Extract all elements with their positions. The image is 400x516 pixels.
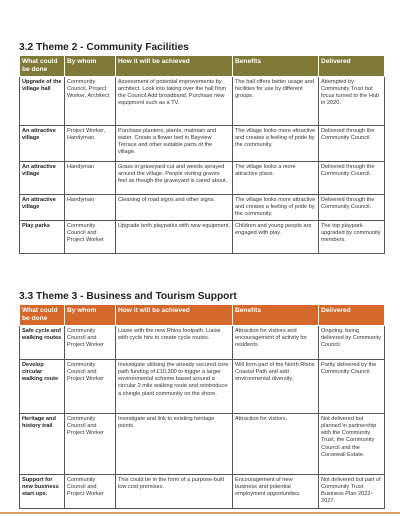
cell-how: Liaise with the new Rhins footpath. Liaise with cycle hire to create cycle routes. <box>116 326 233 360</box>
cell-delivered: Delivered through the Community Council. <box>319 195 385 221</box>
cell-how: Investigate and link to existing heritage points. <box>116 414 233 475</box>
theme3-title: 3.3 Theme 3 - Business and Tourism Support <box>19 291 237 302</box>
theme3-table <box>19 304 385 509</box>
theme3-header-row <box>20 305 385 326</box>
cell-what: An attractive village <box>20 126 65 162</box>
cell-what: Upgrade of the village hall <box>20 77 65 126</box>
cell-what: An attractive village <box>20 162 65 195</box>
cell-benefits: Will form part of the North Rhins Coastal Path and add environmental diversity. <box>233 360 319 414</box>
cell-how: Upgrade both playparks with new equipment. <box>116 221 233 254</box>
cell-how: Investigate utilising the already secured core path funding of £10,300 to trigger a larger environmental scheme based around a circular 2 mile walking route and reintroduce a shingle plant community on the shore. <box>116 360 233 414</box>
cell-delivered: Ongoing, being delivered by Community Council. <box>319 326 385 360</box>
col-header-by-whom: By whom <box>65 305 116 326</box>
col-header-what: What could be done <box>20 305 65 326</box>
col-header-delivered: Delivered <box>319 305 385 326</box>
cell-benefits: Children and young people are engaged with play. <box>233 221 319 254</box>
cell-by-whom: Community Council and Project Worker <box>65 414 116 475</box>
col-header-by-whom: By whom <box>65 56 116 77</box>
cell-by-whom: Community Council and Project Worker <box>65 326 116 360</box>
cell-delivered: The top playpark upgraded by community members. <box>319 221 385 254</box>
cell-how: This could be in the form of a purpose-built low cost premises. <box>116 475 233 509</box>
cell-by-whom: Handyman <box>65 162 116 195</box>
col-header-how: How it will be achieved <box>116 305 233 326</box>
cell-benefits: Attraction for visitors. <box>233 414 319 475</box>
col-header-benefits: Benefits <box>233 305 319 326</box>
table-row <box>20 77 385 126</box>
cell-what: Support for new business start ups. <box>20 475 65 509</box>
cell-how: Purchase planters, plants, maintain and water. Create a flower bed in Bayview Terrace and other suitable parts of the village. <box>116 126 233 162</box>
cell-delivered: Partly delivered by the Community Council. <box>319 360 385 414</box>
cell-benefits: Attraction for visitors and encouragement of activity for residents. <box>233 326 319 360</box>
table-row <box>20 326 385 360</box>
cell-what: Heritage and history trail <box>20 414 65 475</box>
cell-benefits: The hall offers better usage and facilities for use by different groups. <box>233 77 319 126</box>
cell-what: An attractive village <box>20 195 65 221</box>
table-row <box>20 360 385 414</box>
col-header-how: How it will be achieved <box>116 56 233 77</box>
cell-by-whom: Community Council, Project Worker, Architect <box>65 77 116 126</box>
cell-by-whom: Community Council and Project Worker <box>65 475 116 509</box>
cell-benefits: The village looks more attractive and creates a feeling of pride by the community. <box>233 126 319 162</box>
table-row <box>20 162 385 195</box>
col-header-delivered: Delivered <box>319 56 385 77</box>
cell-delivered: Attempted by Community Trust but focus turned to the Hub in 2020. <box>319 77 385 126</box>
cell-what: Play parks <box>20 221 65 254</box>
cell-benefits: The village looks a more attractive place. <box>233 162 319 195</box>
cell-by-whom: Handyman <box>65 195 116 221</box>
cell-delivered: Delivered through the Community Council. <box>319 162 385 195</box>
theme2-header-row <box>20 56 385 77</box>
cell-how: Assessment of potential improvements by architect. Look into taking over the hall from the Council.Add broadband. Purchase new equipment such as a TV. <box>116 77 233 126</box>
cell-delivered: Not delivered but planned in partnership with the Community Trust, the Community Council and the Corsewall Estate. <box>319 414 385 475</box>
col-header-what: What could be done <box>20 56 65 77</box>
table-row <box>20 126 385 162</box>
col-header-benefits: Benefits <box>233 56 319 77</box>
cell-how: Grass in graveyard cut and weeds sprayed around the village. People visiting graves feel as though the graveyard is cared about. <box>116 162 233 195</box>
cell-by-whom: Community Council and Project Worker <box>65 221 116 254</box>
cell-how: Cleaning of road signs and other signs. <box>116 195 233 221</box>
cell-what: Develop circular walking route <box>20 360 65 414</box>
cell-by-whom: Community Council and Project Worker <box>65 360 116 414</box>
table-row <box>20 414 385 475</box>
table-row <box>20 195 385 221</box>
cell-benefits: The village looks more attractive and creates a feeling of pride by the community. <box>233 195 319 221</box>
table-row <box>20 475 385 509</box>
theme2-title: 3.2 Theme 2 - Community Facilities <box>19 42 189 53</box>
cell-delivered: Delivered through the Community Council. <box>319 126 385 162</box>
footer-divider <box>0 512 400 514</box>
cell-what: Safe cycle and walking routes <box>20 326 65 360</box>
theme2-table <box>19 55 385 254</box>
cell-benefits: Encouragement of new business and potential employment opportunities. <box>233 475 319 509</box>
table-row <box>20 221 385 254</box>
cell-delivered: Not delivered but part of Community Trust Business Plan 2022-2027. <box>319 475 385 509</box>
cell-by-whom: Project Worker, Handyman <box>65 126 116 162</box>
